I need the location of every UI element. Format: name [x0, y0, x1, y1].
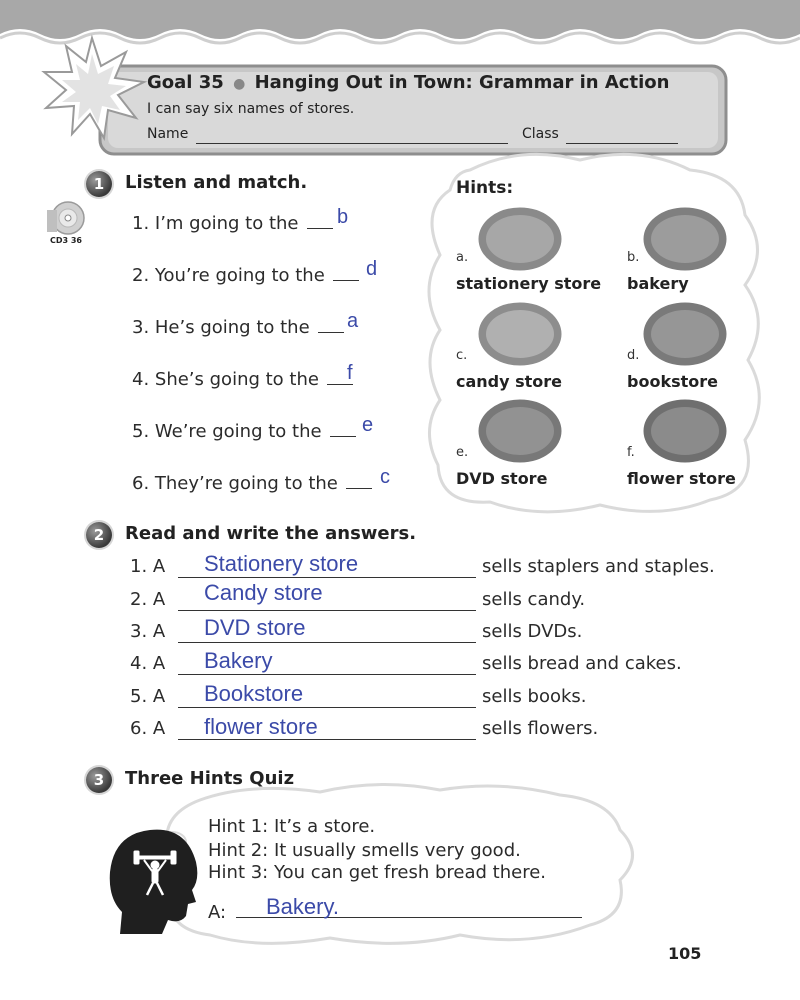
hint-name-a: stationery store: [456, 274, 602, 293]
match-item-1: [132, 210, 333, 234]
section-1-title: Listen and match.: [125, 172, 308, 193]
section-2-title: Read and write the answers.: [125, 523, 417, 544]
name-label: Name: [147, 126, 189, 142]
match-blank[interactable]: [318, 314, 344, 333]
hint-letter-d: d.: [627, 348, 640, 363]
quiz-answer-label: A:: [208, 902, 227, 923]
class-label: Class: [522, 126, 559, 142]
match-item-text: 1. I’m going to the: [132, 213, 299, 234]
section-2-number: 2: [86, 522, 112, 548]
write-item-3-rest: sells DVDs.: [482, 621, 583, 642]
match-item-5: [132, 418, 356, 442]
write-item-6-answer: flower store: [204, 714, 318, 739]
hint-letter-e: e.: [456, 445, 469, 460]
match-item-3: [132, 314, 344, 338]
write-item-2-field[interactable]: [178, 610, 476, 611]
goal-title: [147, 72, 669, 93]
write-item-6-rest: sells flowers.: [482, 718, 599, 739]
hint-name-e: DVD store: [456, 469, 548, 488]
hint-name-c: candy store: [456, 372, 563, 391]
write-item-2-answer: Candy store: [204, 580, 323, 605]
write-item-5-rest: sells books.: [482, 686, 587, 707]
goal-number: Goal 35: [147, 72, 224, 93]
write-item-5-number: 5. A: [130, 686, 166, 707]
quiz-hint-3: Hint 3: You can get fresh bread there.: [208, 862, 546, 883]
goal-separator: ●: [233, 76, 246, 92]
match-item-text: 4. She’s going to the: [132, 369, 319, 390]
match-item-4: [132, 366, 353, 390]
write-item-5-field[interactable]: [178, 707, 476, 708]
section-3-title: Three Hints Quiz: [125, 768, 295, 789]
write-item-4-answer: Bakery: [204, 648, 273, 673]
write-item-1-number: 1. A: [130, 556, 166, 577]
quiz-hint-2: Hint 2: It usually smells very good.: [208, 840, 521, 861]
match-blank[interactable]: [346, 470, 372, 489]
hint-letter-b: b.: [627, 250, 640, 265]
write-item-1-rest: sells staplers and staples.: [482, 556, 715, 577]
match-answer-4: f: [347, 362, 353, 384]
write-item-4-number: 4. A: [130, 653, 166, 674]
match-item-6: [132, 470, 372, 494]
match-item-text: 6. They’re going to the: [132, 473, 338, 494]
write-item-1-field[interactable]: [178, 577, 476, 578]
section-3-number: 3: [86, 767, 112, 793]
cd-icon: [47, 202, 84, 234]
match-blank[interactable]: [333, 262, 359, 281]
write-item-2-number: 2. A: [130, 589, 166, 610]
match-answer-1: b: [337, 206, 349, 228]
write-item-2-rest: sells candy.: [482, 589, 586, 610]
match-answer-3: a: [347, 310, 359, 332]
write-item-6-number: 6. A: [130, 718, 166, 739]
match-answer-6: c: [380, 466, 390, 488]
quiz-answer: Bakery.: [266, 894, 339, 919]
name-field[interactable]: [196, 143, 508, 144]
hint-letter-f: f.: [627, 445, 635, 460]
hint-letter-c: c.: [456, 348, 468, 363]
match-item-text: 5. We’re going to the: [132, 421, 322, 442]
class-field[interactable]: [566, 143, 678, 144]
page-number: 105: [668, 944, 702, 963]
match-item-text: 3. He’s going to the: [132, 317, 310, 338]
write-item-3-number: 3. A: [130, 621, 166, 642]
write-item-4-rest: sells bread and cakes.: [482, 653, 682, 674]
objective-text: I can say six names of stores.: [147, 101, 355, 117]
write-item-4-field[interactable]: [178, 674, 476, 675]
match-item-2: [132, 262, 359, 286]
match-item-text: 2. You’re going to the: [132, 265, 325, 286]
write-item-3-answer: DVD store: [204, 615, 306, 640]
hint-name-f: flower store: [627, 469, 736, 488]
cd-track-label: CD3 36: [50, 236, 82, 245]
hint-letter-a: a.: [456, 250, 469, 265]
quiz-hint-1: Hint 1: It’s a store.: [208, 816, 376, 837]
hint-name-d: bookstore: [627, 372, 718, 391]
match-blank[interactable]: [307, 210, 333, 229]
write-item-5-answer: Bookstore: [204, 681, 304, 706]
match-answer-5: e: [362, 414, 374, 436]
match-answer-2: d: [366, 258, 378, 280]
hints-title: Hints:: [456, 178, 514, 198]
goal-subtitle: Hanging Out in Town: Grammar in Action: [254, 72, 670, 93]
write-item-1-answer: Stationery store: [204, 551, 359, 576]
write-item-3-field[interactable]: [178, 642, 476, 643]
match-blank[interactable]: [330, 418, 356, 437]
section-1-number: 1: [86, 171, 112, 197]
hint-name-b: bakery: [627, 274, 689, 293]
